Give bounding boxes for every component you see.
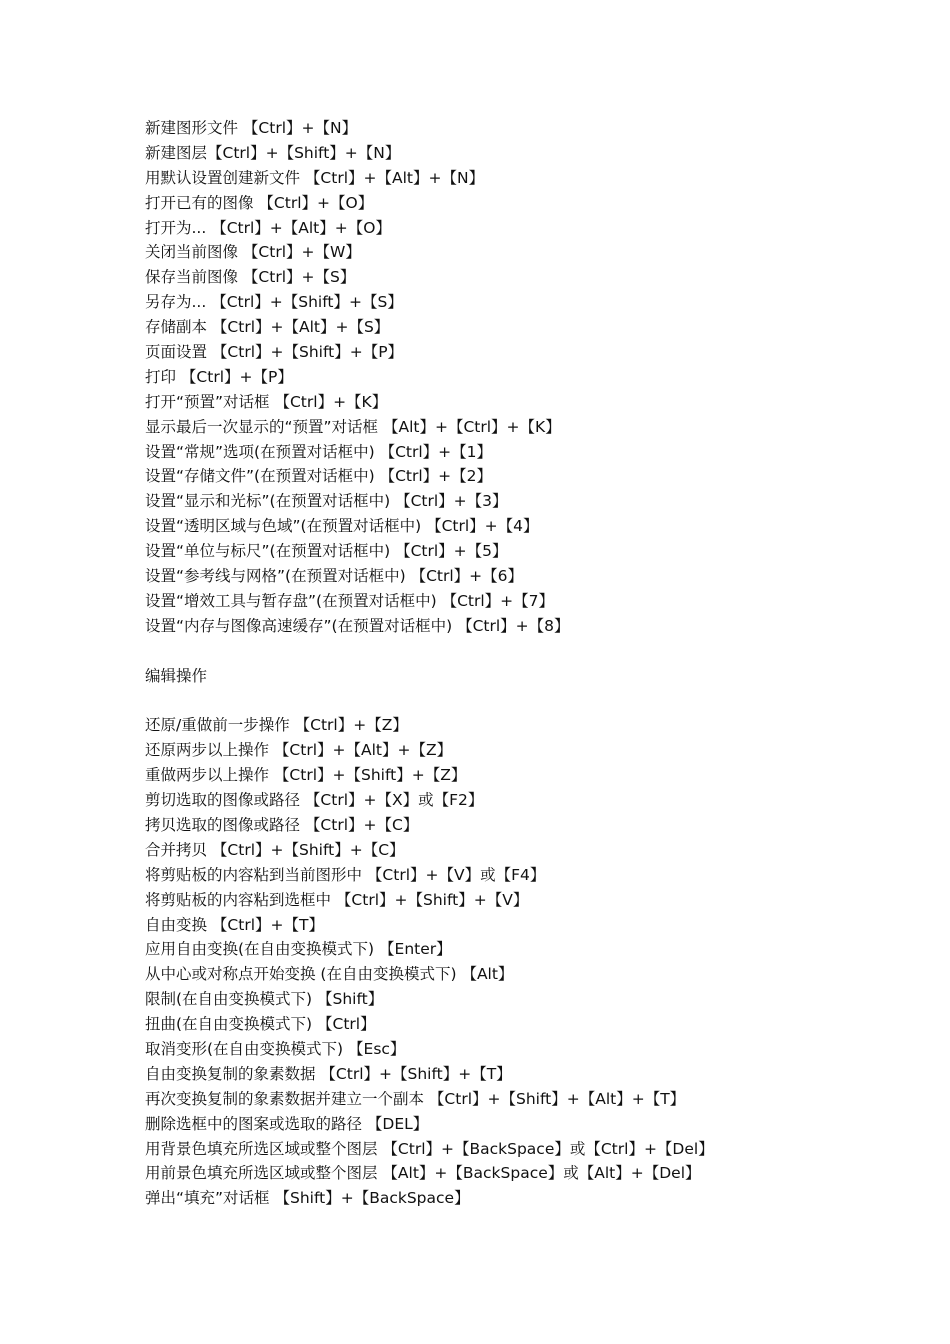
shortcut-line: 用前景色填充所选区域或整个图层 【Alt】+【BackSpace】或【Alt】+【Del】 — [145, 1164, 701, 1183]
shortcut-line: 打开已有的图像 【Ctrl】+【O】 — [145, 193, 374, 212]
shortcut-line: 拷贝选取的图像或路径 【Ctrl】+【C】 — [145, 815, 419, 834]
shortcut-line: 设置“增效工具与暂存盘”(在预置对话框中) 【Ctrl】+【7】 — [145, 591, 555, 610]
shortcut-line: 还原两步以上操作 【Ctrl】+【Alt】+【Z】 — [145, 741, 453, 760]
shortcut-line: 打开“预置”对话框 【Ctrl】+【K】 — [145, 392, 388, 411]
shortcut-line: 应用自由变换(在自由变换模式下) 【Enter】 — [145, 940, 452, 959]
shortcut-line: 设置“单位与标尺”(在预置对话框中) 【Ctrl】+【5】 — [145, 542, 508, 561]
shortcut-line: 设置“常规”选项(在预置对话框中) 【Ctrl】+【1】 — [145, 442, 493, 461]
file-shortcuts-section — [145, 116, 935, 639]
shortcut-line: 设置“内存与图像高速缓存”(在预置对话框中) 【Ctrl】+【8】 — [145, 616, 570, 635]
shortcut-line: 将剪贴板的内容粘到选框中 【Ctrl】+【Shift】+【V】 — [145, 890, 529, 909]
shortcut-line: 用背景色填充所选区域或整个图层 【Ctrl】+【BackSpace】或【Ctrl】+【Del】 — [145, 1139, 714, 1158]
blank-line — [145, 688, 935, 713]
shortcut-line: 页面设置 【Ctrl】+【Shift】+【P】 — [145, 343, 404, 362]
edit-shortcuts-section — [145, 713, 935, 1211]
section-heading: 编辑操作 — [145, 666, 208, 685]
shortcut-line: 显示最后一次显示的“预置”对话框 【Alt】+【Ctrl】+【K】 — [145, 417, 561, 436]
shortcut-line: 保存当前图像 【Ctrl】+【S】 — [145, 268, 356, 287]
shortcut-line: 另存为... 【Ctrl】+【Shift】+【S】 — [145, 293, 403, 312]
shortcut-line: 将剪贴板的内容粘到当前图形中 【Ctrl】+【V】或【F4】 — [145, 865, 546, 884]
shortcut-line: 设置“存储文件”(在预置对话框中) 【Ctrl】+【2】 — [145, 467, 493, 486]
shortcut-line: 设置“显示和光标”(在预置对话框中) 【Ctrl】+【3】 — [145, 492, 508, 511]
shortcut-line: 自由变换 【Ctrl】+【T】 — [145, 915, 324, 934]
shortcut-line: 设置“透明区域与色域”(在预置对话框中) 【Ctrl】+【4】 — [145, 517, 539, 536]
document-body — [145, 116, 935, 1211]
shortcut-line: 弹出“填充”对话框 【Shift】+【BackSpace】 — [145, 1189, 470, 1208]
shortcut-line: 新建图层【Ctrl】+【Shift】+【N】 — [145, 143, 401, 162]
shortcut-line: 限制(在自由变换模式下) 【Shift】 — [145, 990, 384, 1009]
shortcut-line: 自由变换复制的象素数据 【Ctrl】+【Shift】+【T】 — [145, 1064, 512, 1083]
shortcut-line: 扭曲(在自由变换模式下) 【Ctrl】 — [145, 1015, 376, 1034]
shortcut-line: 合并拷贝 【Ctrl】+【Shift】+【C】 — [145, 840, 405, 859]
shortcut-line: 关闭当前图像 【Ctrl】+【W】 — [145, 243, 361, 262]
shortcut-line: 再次变换复制的象素数据并建立一个副本 【Ctrl】+【Shift】+【Alt】+【T】 — [145, 1089, 686, 1108]
shortcut-line: 取消变形(在自由变换模式下) 【Esc】 — [145, 1039, 406, 1058]
shortcut-line: 新建图形文件 【Ctrl】+【N】 — [145, 119, 358, 137]
shortcut-line: 用默认设置创建新文件 【Ctrl】+【Alt】+【N】 — [145, 168, 485, 187]
shortcut-line: 还原/重做前一步操作 【Ctrl】+【Z】 — [145, 716, 408, 735]
shortcut-line: 重做两步以上操作 【Ctrl】+【Shift】+【Z】 — [145, 766, 467, 785]
shortcut-line: 剪切选取的图像或路径 【Ctrl】+【X】或【F2】 — [145, 791, 484, 810]
shortcut-line: 打开为... 【Ctrl】+【Alt】+【O】 — [145, 218, 391, 237]
shortcut-line: 设置“参考线与网格”(在预置对话框中) 【Ctrl】+【6】 — [145, 567, 524, 586]
blank-line — [145, 639, 935, 664]
shortcut-line: 删除选框中的图案或选取的路径 【DEL】 — [145, 1114, 429, 1133]
shortcut-line: 从中心或对称点开始变换 (在自由变换模式下) 【Alt】 — [145, 965, 514, 984]
shortcut-line: 存储副本 【Ctrl】+【Alt】+【S】 — [145, 318, 390, 337]
shortcut-line: 打印 【Ctrl】+【P】 — [145, 367, 293, 386]
